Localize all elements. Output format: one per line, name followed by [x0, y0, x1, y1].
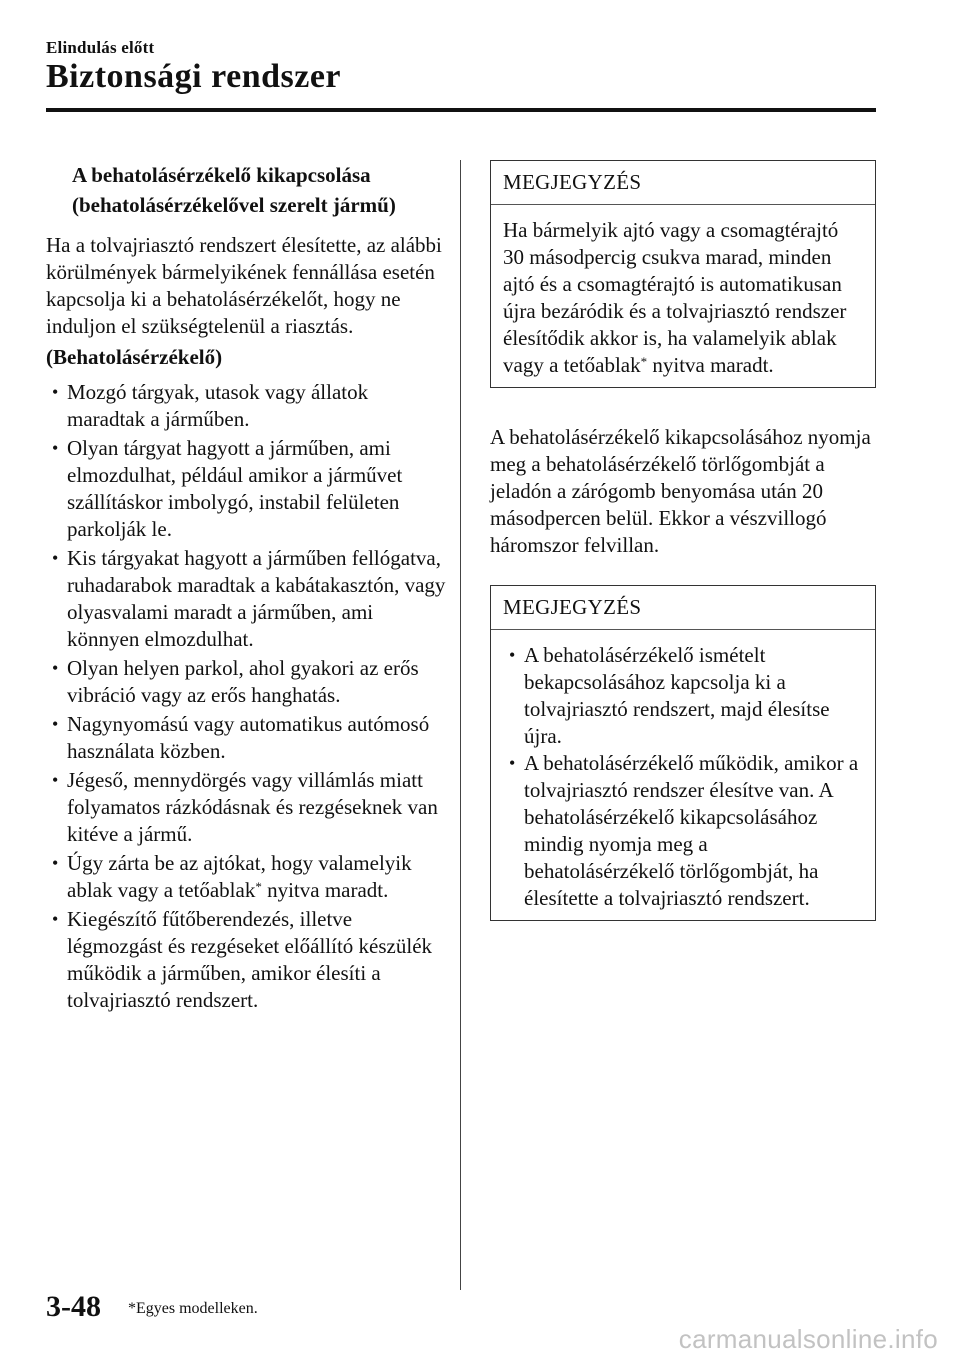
list-item-text-end: nyitva maradt. [261, 878, 389, 902]
list-item [46, 767, 446, 848]
list-item-text: Olyan helyen parkol, ahol gyakori az erős vibráció vagy az erős hanghatás. [67, 656, 419, 707]
note-box-2 [490, 585, 876, 921]
bullet-icon: • [52, 658, 59, 678]
intro-paragraph: Ha a tolvajriasztó rendszert élesítette, az alábbi körülmények bármelyikének fennállása esetén kapcsolja ki a behatolásérzékelőt, hogy ne induljon el szükségtelenül a riasztás. [46, 233, 442, 338]
list-item-text: Jégeső, mennydörgés vagy villámlás miatt folyamatos rázkódásnak és rezgéseknek van kitéve a jármű. [67, 768, 438, 846]
list-item [503, 750, 863, 912]
bullet-icon: • [52, 853, 59, 873]
list-item-text: Mozgó tárgyak, utasok vagy állatok maradtak a járműben. [67, 380, 369, 431]
note-title-1: MEGJEGYZÉS [491, 161, 875, 205]
list-item [46, 545, 446, 653]
left-column [46, 160, 446, 1016]
note-body-2 [491, 630, 875, 920]
list-item [46, 655, 446, 709]
watermark: carmanualsonline.info [678, 1324, 938, 1354]
bullet-icon: • [52, 909, 59, 929]
note-text-1 [503, 217, 863, 379]
section-heading [46, 160, 446, 220]
bullet-icon: • [52, 382, 59, 402]
footnote: *Egyes modelleken. [128, 1300, 258, 1317]
bullet-icon: • [52, 770, 59, 790]
list-item-text: Nagynyomású vagy automatikus autómosó használata közben. [67, 712, 430, 763]
note-list [503, 642, 863, 912]
bullet-icon: • [52, 714, 59, 734]
list-item-text: A behatolásérzékelő ismételt bekapcsolásához kapcsolja ki a tolvajriasztó rendszert, majd élesítse újra. [524, 643, 830, 748]
instruction-paragraph: A behatolásérzékelő kikapcsolásához nyomja meg a behatolásérzékelő törlőgombját a jeladón a zárógomb benyomása után 20 másodpercen belül. Ekkor a vészvillogó háromszor felvillan. [490, 425, 871, 557]
bullet-icon: • [52, 548, 59, 568]
subheading: (Behatolásérzékelő) [46, 345, 223, 369]
bullet-icon: • [52, 438, 59, 458]
list-item-text: Kiegészítő fűtőberendezés, illetve légmozgást és rezgéseket előállító készülék működik a járműben, amikor élesíti a tolvajriasztó rendszert. [67, 907, 433, 1012]
list-item-text: A behatolásérzékelő működik, amikor a tolvajriasztó rendszer élesítve van. A behatolásérzékelő kikapcsolásához mindig nyomja meg a behatolásérzékelő törlőgombját, ha élesítette a tolvajriasztó rendszert. [524, 751, 859, 910]
note-box-1 [490, 160, 876, 388]
list-item-text: Kis tárgyakat hagyott a járműben fellógatva, ruhadarabok maradtak a kabátakasztón, vagy olyasvalami maradt a járműben, ami könnyen elmozdulhat. [67, 546, 446, 651]
list-item [46, 435, 446, 543]
column-divider [460, 160, 461, 1290]
note-body-1 [491, 205, 875, 387]
note-text-1-main: Ha bármelyik ajtó vagy a csomagtérajtó 30 másodpercig csukva marad, minden ajtó és a csomagtérajtó is automatikusan újra bezáródik és a tolvajriasztó rendszer élesítődik akkor is, ha valamelyik ablak vagy a tetőablak [503, 218, 847, 377]
note-title-2: MEGJEGYZÉS [491, 586, 875, 630]
list-item [46, 906, 446, 1014]
list-item [46, 711, 446, 765]
list-item-text: Olyan tárgyat hagyott a járműben, ami elmozdulhat, például amikor a járművet szállításkor imbolygó, instabil felületen parkolják le. [67, 436, 403, 541]
list-item-text: Úgy zárta be az ajtókat, hogy valamelyik ablak vagy a tetőablak [67, 851, 412, 902]
bullet-icon: • [509, 645, 516, 665]
list-item [46, 850, 446, 904]
section-heading-line-1: A behatolásérzékelő kikapcsolása [72, 163, 371, 187]
note-text-1-end: nyitva maradt. [647, 353, 774, 377]
asterisk-mark: * [640, 354, 648, 369]
condition-list [46, 379, 446, 1014]
page-title: Biztonsági rendszer [46, 58, 342, 95]
asterisk-mark: * [255, 879, 262, 894]
bullet-icon: • [509, 753, 516, 773]
title-rule [46, 108, 876, 112]
right-column [490, 160, 876, 921]
list-item [503, 642, 863, 750]
list-item [46, 379, 446, 433]
section-label: Elindulás előtt [46, 38, 155, 57]
section-heading-line-2: (behatolásérzékelővel szerelt jármű) [72, 193, 396, 217]
page-number: 3-48 [46, 1290, 101, 1323]
